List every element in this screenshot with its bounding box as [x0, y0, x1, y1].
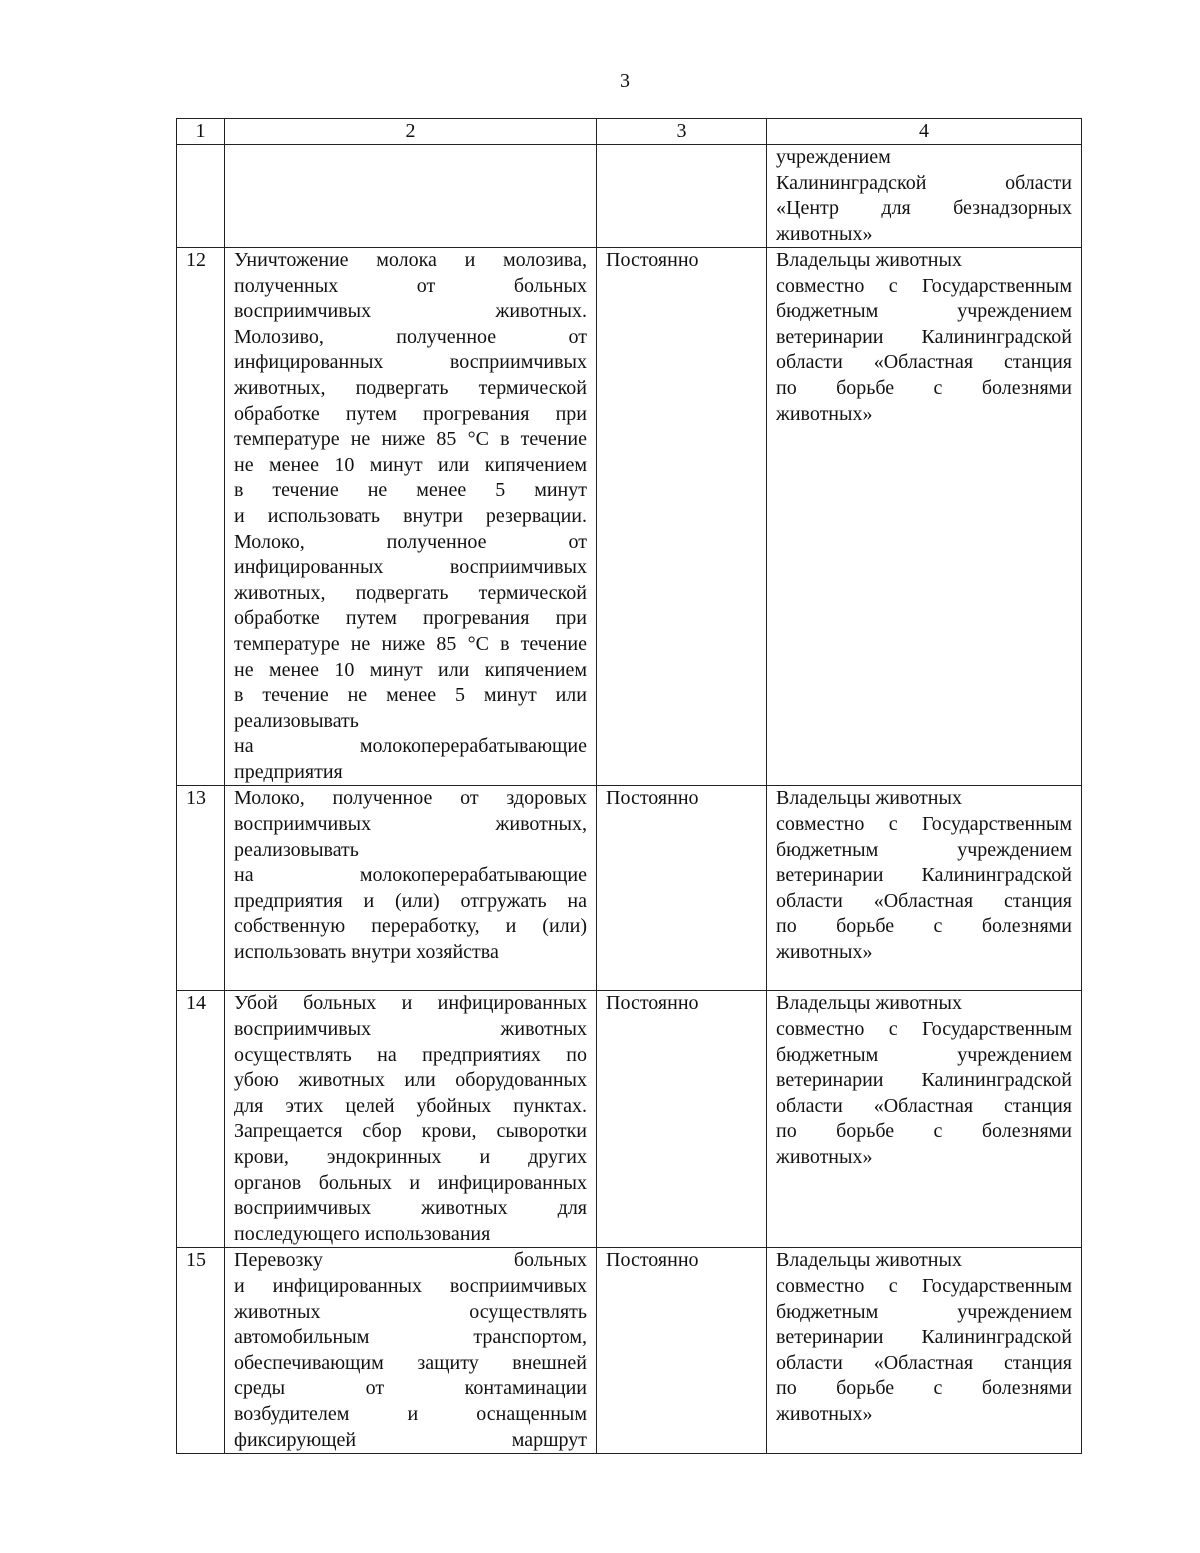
measures-table: [176, 118, 1082, 1454]
text-line: по борьбе с болезнями: [776, 1120, 1072, 1143]
table-row: [177, 786, 1082, 991]
header-col-4: 4: [767, 119, 1082, 145]
responsible-text: [767, 248, 1082, 786]
text-line: реализовывать: [234, 838, 359, 861]
text-line: Молозиво, полученное от: [234, 325, 587, 348]
text-line: ветеринарии Калининградской: [776, 1069, 1072, 1092]
text-line: учреждением: [776, 146, 891, 168]
text-line: «Центр для безнадзорных: [776, 197, 1072, 219]
text-line: восприимчивых животных для: [234, 1197, 587, 1220]
text-line: животных, подвергать термической: [234, 376, 587, 399]
measure-text: [225, 1248, 597, 1454]
text-line: температуре не ниже 85 °С в течение: [234, 428, 587, 451]
table-row: [177, 248, 1082, 786]
text-line: Убой больных и инфицированных: [234, 992, 587, 1015]
text-line: на молокоперерабатывающие: [234, 735, 587, 758]
text-line: бюджетным учреждением: [776, 300, 1072, 323]
text-line: животных»: [776, 402, 873, 425]
text-line: по борьбе с болезнями: [776, 1377, 1072, 1400]
text-line: среды от контаминации: [234, 1377, 587, 1400]
text-line: на молокоперерабатывающие: [234, 864, 587, 887]
text-line: животных осуществлять: [234, 1300, 587, 1323]
text-line: в течение не менее 5 минут: [234, 479, 587, 502]
text-line: Уничтожение молока и молозива,: [234, 249, 587, 271]
table-row: [177, 991, 1082, 1248]
table-row: [177, 1248, 1082, 1454]
text-line: Владельцы животных: [776, 787, 962, 810]
text-line: животных»: [776, 1403, 873, 1426]
text-line: совместно с Государственным: [776, 1018, 1072, 1041]
text-line: предприятия и (или) отгружать на: [234, 889, 587, 912]
row-number: 13: [177, 786, 225, 991]
row-number: 15: [177, 1248, 225, 1454]
row-number: 12: [177, 248, 225, 786]
text-line: органов больных и инфицированных: [234, 1171, 587, 1194]
text-line: совместно с Государственным: [776, 1275, 1072, 1298]
continuation-col-3: [597, 145, 767, 248]
text-line: животных»: [776, 222, 873, 245]
header-col-1: 1: [177, 119, 225, 145]
text-line: ветеринарии Калининградской: [776, 1326, 1072, 1349]
text-line: предприятия: [234, 760, 343, 783]
text-line: Молоко, полученное от здоровых: [234, 787, 587, 810]
text-line: Владельцы животных: [776, 992, 962, 1015]
text-line: по борьбе с болезнями: [776, 376, 1072, 399]
continuation-row: [177, 145, 1082, 248]
text-line: обработке путем прогревания при: [234, 402, 587, 425]
text-line: восприимчивых животных,: [234, 813, 587, 836]
text-line: и инфицированных восприимчивых: [234, 1275, 587, 1298]
text-line: бюджетным учреждением: [776, 838, 1072, 861]
text-line: осуществлять на предприятиях по: [234, 1043, 587, 1066]
text-line: Запрещается сбор крови, сыворотки: [234, 1120, 587, 1143]
text-line: области «Областная станция: [776, 1351, 1072, 1374]
text-line: не менее 10 минут или кипячением: [234, 658, 587, 681]
text-line: фиксирующей маршрут: [234, 1428, 587, 1451]
text-line: убою животных или оборудованных: [234, 1069, 587, 1092]
text-line: восприимчивых животных: [234, 1018, 587, 1041]
term-text: Постоянно: [597, 786, 767, 991]
page-number: 3: [620, 70, 630, 92]
term-text: Постоянно: [597, 991, 767, 1248]
text-line: возбудителем и оснащенным: [234, 1403, 587, 1426]
text-line: для этих целей убойных пунктах.: [234, 1094, 587, 1117]
text-line: обеспечивающим защиту внешней: [234, 1351, 587, 1374]
table-header-row: [177, 119, 1082, 145]
continuation-responsible: [767, 145, 1082, 248]
text-line: инфицированных восприимчивых: [234, 556, 587, 579]
term-text: Постоянно: [597, 1248, 767, 1454]
text-line: температуре не ниже 85 °С в течение: [234, 632, 587, 655]
text-line: области «Областная станция: [776, 1094, 1072, 1117]
text-line: животных, подвергать термической: [234, 581, 587, 604]
text-line: Перевозку больных: [234, 1249, 587, 1272]
measure-text: [225, 248, 597, 786]
text-line: последующего использования: [234, 1222, 491, 1245]
text-line: бюджетным учреждением: [776, 1300, 1072, 1323]
text-line: использовать внутри хозяйства: [234, 941, 499, 964]
measure-text: [225, 991, 597, 1248]
text-line: крови, эндокринных и других: [234, 1146, 587, 1169]
text-line: ветеринарии Калининградской: [776, 325, 1072, 348]
text-line: области «Областная станция: [776, 351, 1072, 374]
text-line: собственную переработку, и (или): [234, 915, 587, 938]
text-line: и использовать внутри резервации.: [234, 504, 587, 527]
text-line: не менее 10 минут или кипячением: [234, 453, 587, 476]
text-line: животных»: [776, 1146, 873, 1169]
text-line: совместно с Государственным: [776, 813, 1072, 836]
text-line: автомобильным транспортом,: [234, 1326, 587, 1349]
text-line: обработке путем прогревания при: [234, 607, 587, 630]
row-number: 14: [177, 991, 225, 1248]
text-line: по борьбе с болезнями: [776, 915, 1072, 938]
responsible-text: [767, 991, 1082, 1248]
text-line: совместно с Государственным: [776, 274, 1072, 297]
text-line: бюджетным учреждением: [776, 1043, 1072, 1066]
continuation-col-1: [177, 145, 225, 248]
text-line: в течение не менее 5 минут или: [234, 684, 587, 707]
measure-text: [225, 786, 597, 991]
text-line: инфицированных восприимчивых: [234, 351, 587, 374]
term-text: Постоянно: [597, 248, 767, 786]
responsible-text: [767, 1248, 1082, 1454]
text-line: Молоко, полученное от: [234, 530, 587, 553]
continuation-col-2: [225, 145, 597, 248]
text-line: Владельцы животных: [776, 1249, 962, 1272]
text-line: животных»: [776, 941, 873, 964]
text-line: области «Областная станция: [776, 889, 1072, 912]
text-line: Калининградской области: [776, 171, 1072, 194]
text-line: реализовывать: [234, 709, 359, 732]
text-line: ветеринарии Калининградской: [776, 864, 1072, 887]
header-col-2: 2: [225, 119, 597, 145]
text-line: Владельцы животных: [776, 249, 962, 271]
text-line: восприимчивых животных.: [234, 300, 587, 323]
text-line: полученных от больных: [234, 274, 587, 297]
responsible-text: [767, 786, 1082, 991]
header-col-3: 3: [597, 119, 767, 145]
